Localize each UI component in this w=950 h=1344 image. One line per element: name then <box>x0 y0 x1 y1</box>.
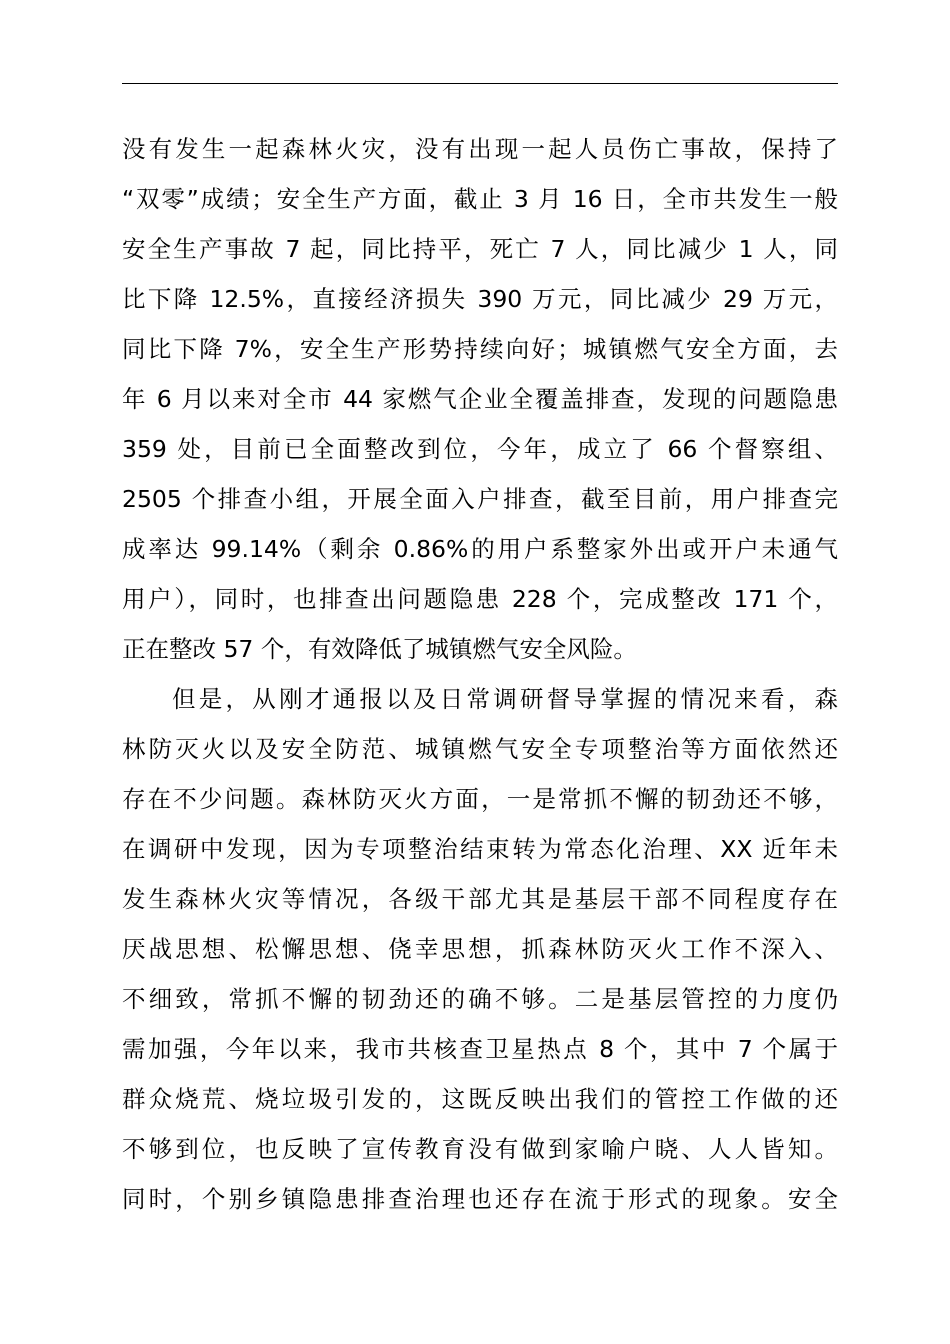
text-line: 没有发生一起森林火灾，没有出现一起人员伤亡事故，保持了 <box>122 135 838 163</box>
text-line: 同比下降 7%，安全生产形势持续向好；城镇燃气安全方面，去 <box>122 335 838 363</box>
text-line: 不够到位，也反映了宣传教育没有做到家喻户晓、人人皆知。 <box>122 1135 838 1163</box>
text-line: 2505 个排查小组，开展全面入户排查，截至目前，用户排查完 <box>122 485 838 513</box>
text-line: 比下降 12.5%，直接经济损失 390 万元，同比减少 29 万元， <box>122 285 838 313</box>
paragraph-start-line: 但是，从刚才通报以及日常调研督导掌握的情况来看，森 <box>172 685 838 713</box>
paragraph-end-line: 正在整改 57 个，有效降低了城镇燃气安全风险。 <box>122 635 637 663</box>
text-line: 用户），同时，也排查出问题隐患 228 个，完成整改 171 个， <box>122 585 838 613</box>
text-line: 群众烧荒、烧垃圾引发的，这既反映出我们的管控工作做的还 <box>122 1085 838 1113</box>
text-line: 厌战思想、松懈思想、侥幸思想，抓森林防灭火工作不深入、 <box>122 935 838 963</box>
text-line: 同时，个别乡镇隐患排查治理也还存在流于形式的现象。安全 <box>122 1185 838 1213</box>
text-line: 359 处，目前已全面整改到位，今年，成立了 66 个督察组、 <box>122 435 838 463</box>
text-line: 存在不少问题。森林防灭火方面，一是常抓不懈的韧劲还不够， <box>122 785 838 813</box>
text-line: “双零”成绩；安全生产方面，截止 3 月 16 日，全市共发生一般 <box>122 185 838 213</box>
text-line: 不细致，常抓不懈的韧劲还的确不够。二是基层管控的力度仍 <box>122 985 838 1013</box>
text-line: 需加强，今年以来，我市共核查卫星热点 8 个，其中 7 个属于 <box>122 1035 838 1063</box>
text-line: 林防灭火以及安全防范、城镇燃气安全专项整治等方面依然还 <box>122 735 838 763</box>
text-line: 在调研中发现，因为专项整治结束转为常态化治理、XX 近年未 <box>122 835 838 863</box>
text-line: 年 6 月以来对全市 44 家燃气企业全覆盖排查，发现的问题隐患 <box>122 385 838 413</box>
header-rule <box>122 83 838 84</box>
text-line: 成率达 99.14%（剩余 0.86%的用户系整家外出或开户未通气 <box>122 535 838 563</box>
document-body <box>122 124 838 1224</box>
text-line: 发生森林火灾等情况，各级干部尤其是基层干部不同程度存在 <box>122 885 838 913</box>
text-line: 安全生产事故 7 起，同比持平，死亡 7 人，同比减少 1 人，同 <box>122 235 838 263</box>
